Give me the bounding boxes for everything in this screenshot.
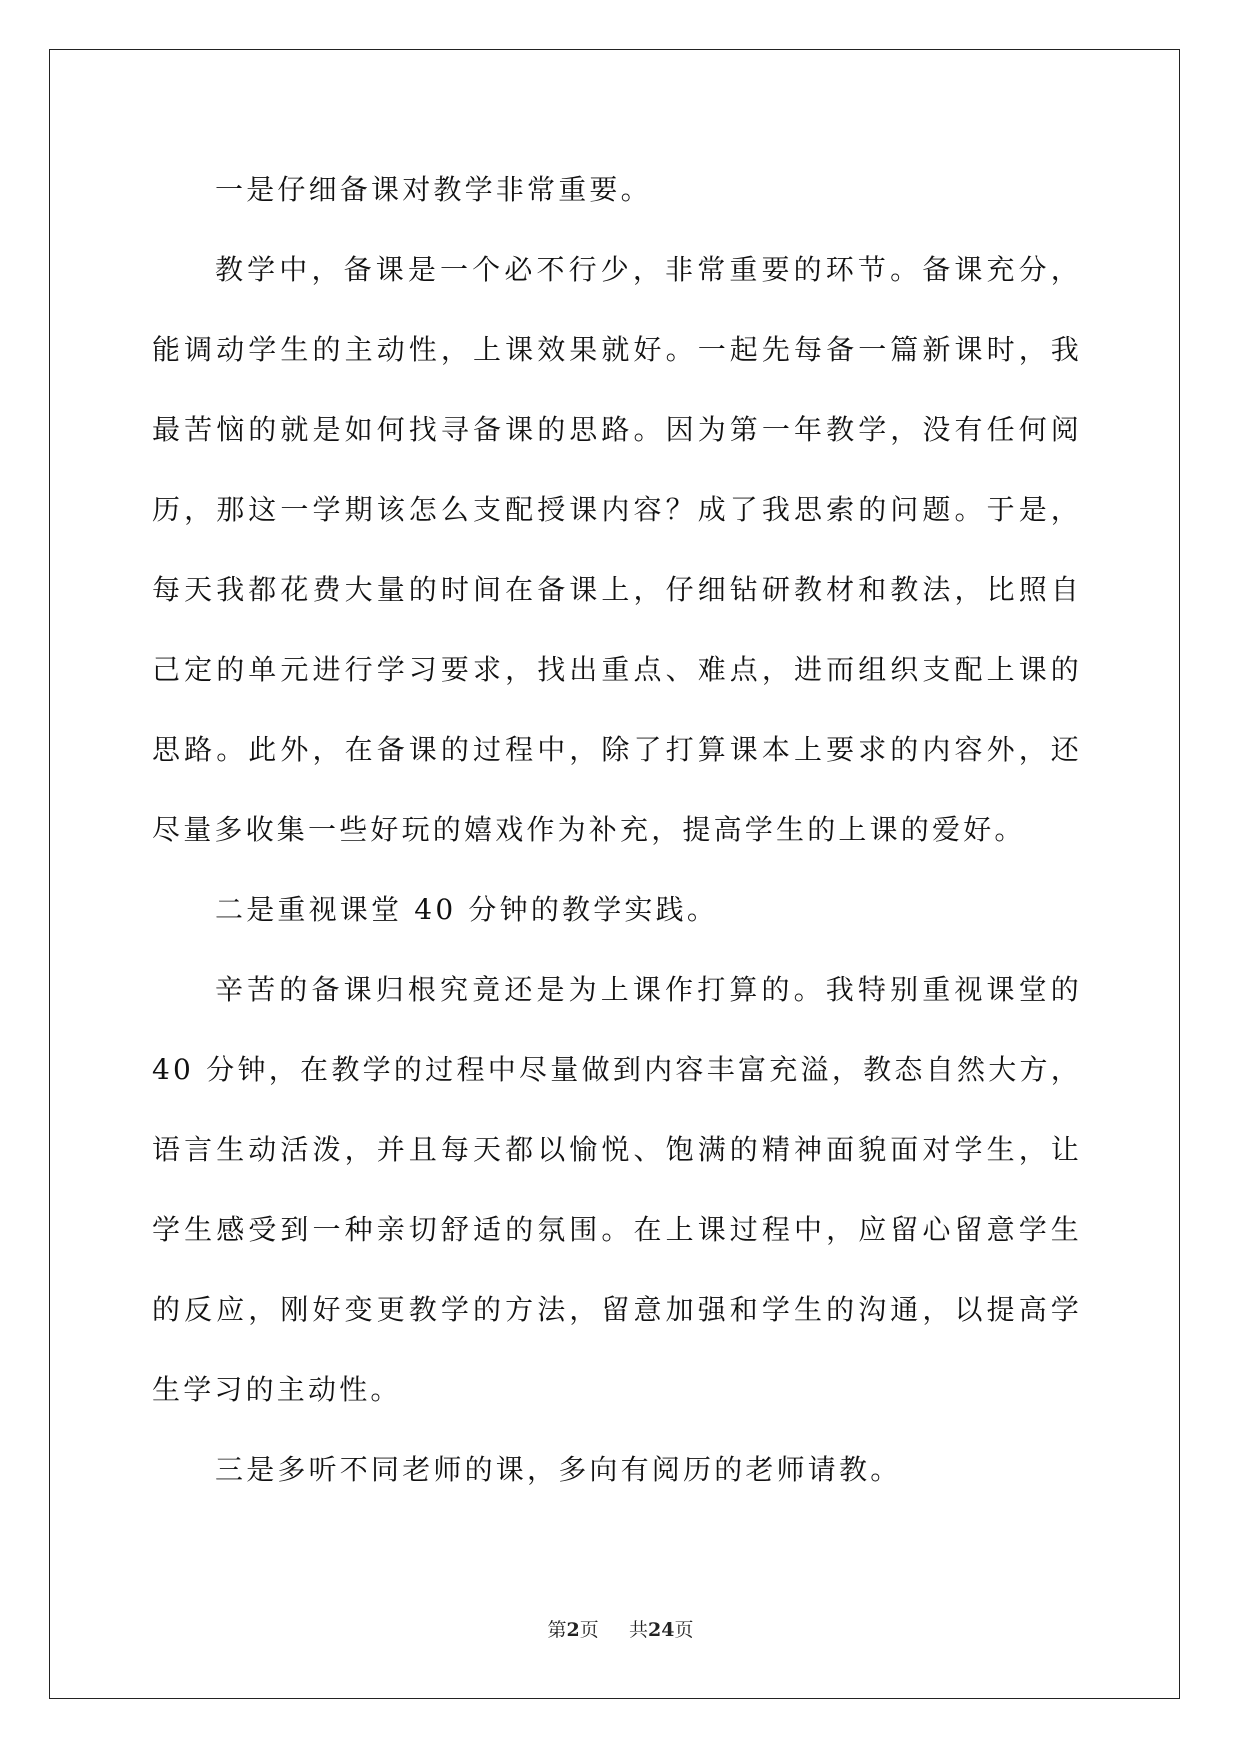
- paragraph-4: 辛苦的备课归根究竟还是为上课作打算的。我特别重视课堂的 40 分钟，在教学的过程中尽量做到内容丰富充溢，教态自然大方，语言生动活泼，并且每天都以愉悦、饱满的精神面貌面对学生，让学生感受到一种亲切舒适的氛围。在上课过程中，应留心留意学生的反应，刚好变更教学的方法，留意加强和学生的沟通，以提高学生学习的主动性。: [152, 973, 1082, 1406]
- paragraph-2: 教学中，备课是一个必不行少，非常重要的环节。备课充分，能调动学生的主动性，上课效果就好。一起先每备一篇新课时，我最苦恼的就是如何找寻备课的思路。因为第一年教学，没有任何阅历，那这一学期该怎么支配授课内容？成了我思索的问题。于是，每天我都花费大量的时间在备课上，仔细钻研教材和教法，比照自己定的单元进行学习要求，找出重点、难点，进而组织支配上课的思路。此外，在备课的过程中，除了打算课本上要求的内容外，还尽量多收集一些好玩的嬉戏作为补充，提高学生的上课的爱好。: [152, 253, 1082, 846]
- total-suffix: 页: [674, 1619, 694, 1641]
- total-pages: 24: [648, 1619, 675, 1641]
- paragraph-5: 三是多听不同老师的课，多向有阅历的老师请教。: [215, 1453, 902, 1486]
- document-body: [152, 150, 1082, 1510]
- page-footer: [0, 1615, 1241, 1642]
- page-number: 2: [566, 1619, 580, 1641]
- page-prefix: 第: [547, 1619, 567, 1641]
- paragraph-1: 一是仔细备课对教学非常重要。: [215, 173, 652, 206]
- paragraph-3: 二是重视课堂 40 分钟的教学实践。: [215, 893, 719, 926]
- total-prefix: 共: [628, 1619, 648, 1641]
- page-suffix: 页: [579, 1619, 599, 1641]
